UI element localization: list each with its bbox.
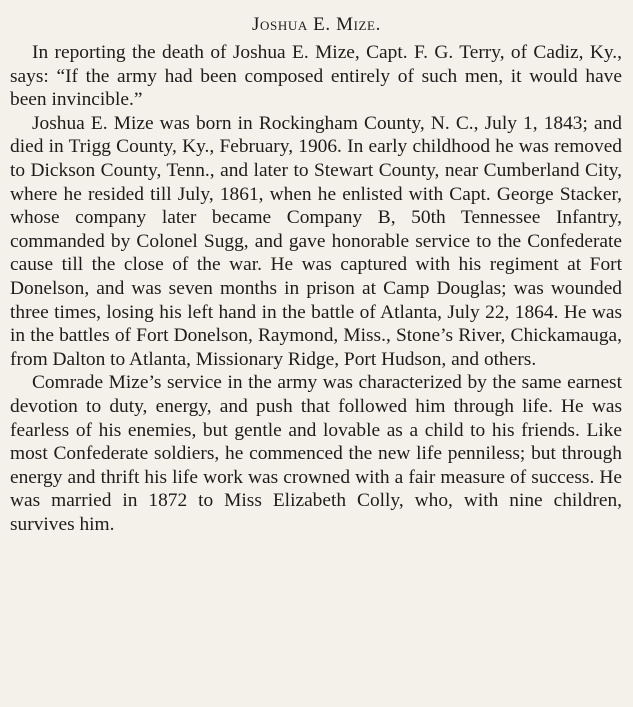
paragraph-intro: In reporting the death of Joshua E. Mize, Capt. F. G. Terry, of Cadiz, Ky., says: “If the army had been composed entirely of such men, it would have been invincible.”	[10, 42, 622, 111]
paragraph-biography: Joshua E. Mize was born in Rockingham County, N. C., July 1, 1843; and died in Trigg County, Ky., February, 1906. In early childhood he was removed to Dickson County, Tenn., and later to Stewart County, near Cumberland City, where he resided till July, 1861, when he enlisted with Capt. George Stacker, whose company later became Company B, 50th Tennessee Infantry, commanded by Colonel Sugg, and gave honorable service to the Confederate cause till the close of the war. He was captured with his regiment at Fort Donelson, and was seven months in prison at Camp Douglas; was wounded three times, losing his left hand in the battle of Atlanta, July 22, 1864. He was in the battles of Fort Donelson, Raymond, Miss., Stone’s River, Chickamauga, from Dalton to Atlanta, Missionary Ridge, Port Hudson, and others.	[10, 112, 622, 370]
article-title: Joshua E. Mize.	[252, 14, 381, 35]
paragraph-character: Comrade Mize’s service in the army was characterized by the same earnest devotion to duty, energy, and push that followed him through life. He was fearless of his enemies, but gentle and lovable as a child to his friends. Like most Confederate soldiers, he commenced the new life penniless; but through energy and thrift his life work was crowned with a fair measure of success. He was married in 1872 to Miss Elizabeth Colly, who, with nine children, survives him.	[10, 372, 622, 535]
article-body	[10, 41, 622, 536]
